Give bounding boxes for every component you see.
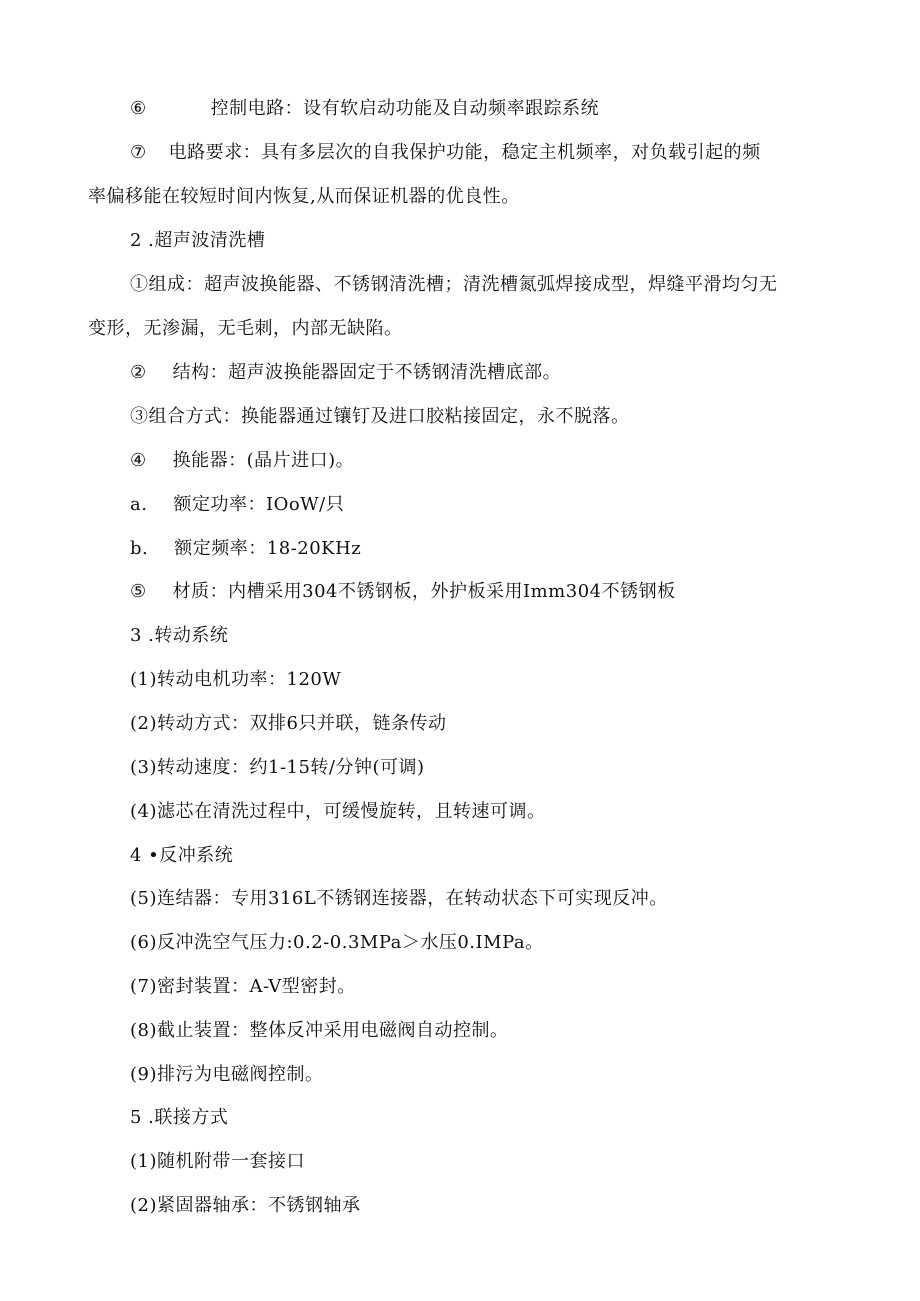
section-heading: 3 .转动系统	[130, 625, 229, 646]
list-item	[130, 97, 599, 121]
list-item: (1)随机附带一套接口	[130, 1151, 305, 1172]
list-item: (9)排污为电磁阀控制。	[130, 1064, 324, 1085]
list-item	[130, 493, 344, 517]
item-marker: ⑥	[130, 98, 147, 119]
item-text: 电路要求：具有多层次的自我保护功能，稳定主机频率，对负载引起的频	[168, 142, 761, 163]
item-text: 控制电路：设有软启动功能及自动频率跟踪系统	[210, 98, 600, 119]
item-text: 换能器：(晶片进口)。	[172, 450, 355, 471]
paragraph-continuation: 率偏移能在较短时间内恢复,从而保证机器的优良性。	[88, 186, 520, 207]
paragraph-continuation: 变形，无渗漏，无毛刺，内部无缺陷。	[88, 318, 403, 339]
section-heading: 4 •反冲系统	[130, 845, 234, 866]
list-item: (4)滤芯在清洗过程中，可缓慢旋转，且转速可调。	[130, 801, 546, 822]
section-heading: 5 .联接方式	[130, 1107, 229, 1128]
list-item: ①组成：超声波换能器、不锈钢清洗槽；清洗槽氮弧焊接成型，焊缝平滑均匀无	[130, 274, 778, 295]
list-item: (2)紧固器轴承：不锈钢轴承	[130, 1195, 361, 1216]
list-item: (1)转动电机功率：120W	[130, 669, 342, 690]
section-heading: 2 .超声波清洗槽	[130, 230, 266, 251]
list-item	[130, 449, 354, 473]
item-text: 额定功率：IOoW/只	[173, 494, 345, 515]
item-marker: ⑦	[130, 142, 147, 163]
list-item	[130, 537, 361, 561]
list-item: (5)连结器：专用316L不锈钢连接器，在转动状态下可实现反冲。	[130, 888, 668, 909]
list-item: (7)密封装置：A-V型密封。	[130, 976, 356, 997]
item-marker: ②	[130, 362, 147, 383]
item-marker: ④	[130, 450, 147, 471]
item-text: 结构：超声波换能器固定于不锈钢清洗槽底部。	[172, 362, 562, 383]
list-item: (6)反冲洗空气压力:0.2-0.3MPa＞水压0.IMPa。	[130, 932, 544, 953]
item-text: 材质：内槽采用304不锈钢板，外护板采用Imm304不锈钢板	[172, 581, 676, 602]
item-text: 额定频率：18-20KHz	[174, 538, 362, 559]
list-item: (3)转动速度：约1-15转/分钟(可调)	[130, 757, 425, 778]
item-marker: ⑤	[130, 581, 147, 602]
item-marker: a.	[130, 494, 148, 515]
item-marker: b.	[130, 538, 149, 559]
list-item	[130, 580, 676, 604]
list-item: ③组合方式：换能器通过镶钉及进口胶粘接固定，永不脱落。	[130, 406, 630, 427]
list-item: (2)转动方式：双排6只并联，链条传动	[130, 713, 447, 734]
list-item: (8)截止装置：整体反冲采用电磁阀自动控制。	[130, 1020, 509, 1041]
list-item	[130, 361, 561, 385]
list-item	[130, 141, 761, 165]
